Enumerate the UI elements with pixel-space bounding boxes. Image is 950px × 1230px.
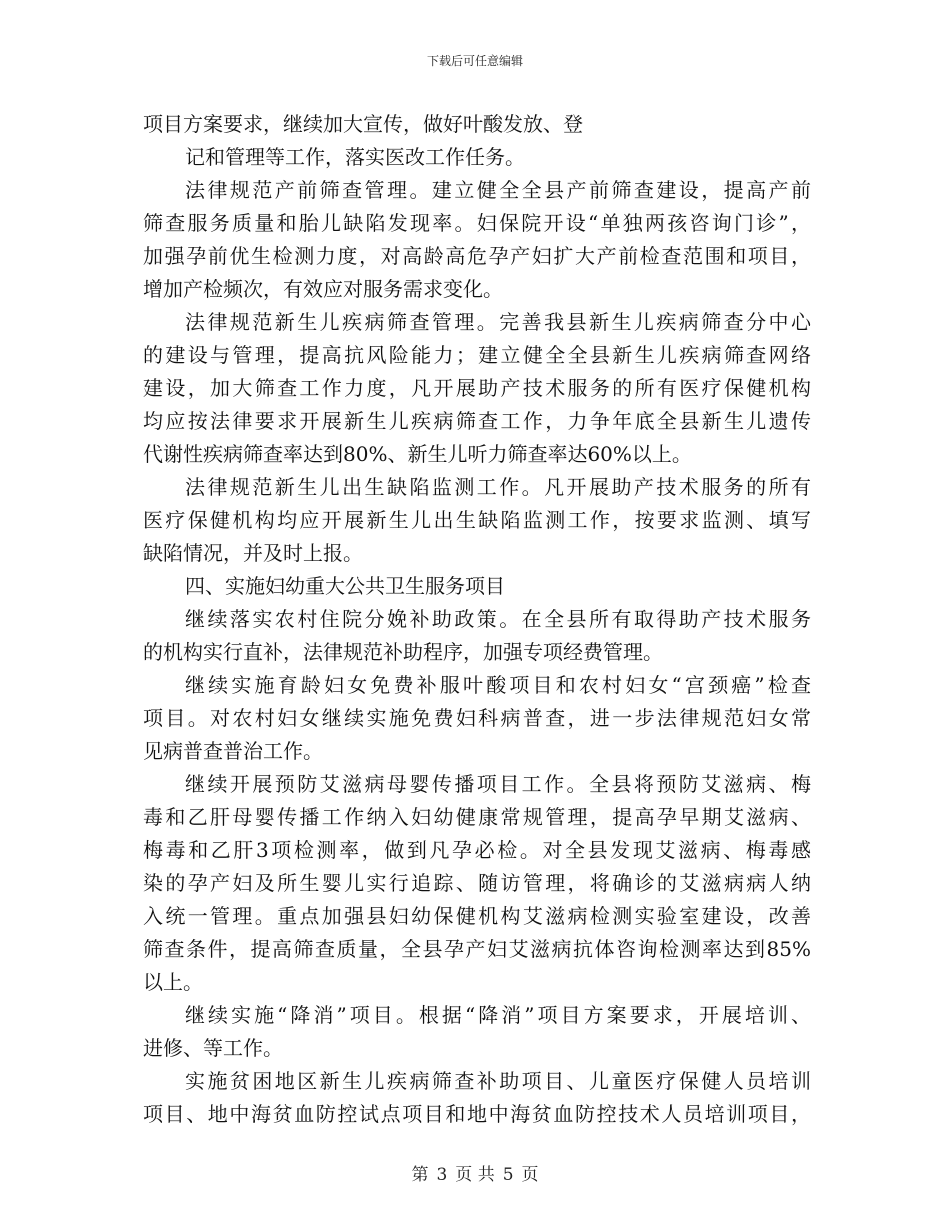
- text-line: 建设，加大筛查工作力度，凡开展助产技术服务的所有医疗保健机构: [143, 376, 811, 400]
- text-line: 加强孕前优生检测力度，对高龄高危孕产妇扩大产前检查范围和项目，: [143, 244, 811, 268]
- text-line: 的机构实行直补，法律规范补助程序，加强专项经费管理。: [143, 640, 663, 664]
- header-note: 下载后可任意编辑: [426, 54, 523, 68]
- document-body: [143, 108, 811, 1131]
- text-line: 筛查条件，提高筛查质量，全县孕产妇艾滋病抗体咨询检测率达到85%: [143, 937, 811, 961]
- text-line: 入统一管理。重点加强县妇幼保健机构艾滋病检测实验室建设，改善: [143, 904, 811, 928]
- text-line: 项目。对农村妇女继续实施免费妇科病普查，进一步法律规范妇女常: [143, 706, 811, 730]
- text-line: 筛查服务质量和胎儿缺陷发现率。妇保院开设“单独两孩咨询门诊”，: [143, 211, 811, 235]
- text-line: 均应按法律要求开展新生儿疾病筛查工作，力争年底全县新生儿遗传: [143, 409, 811, 433]
- text-line: 医疗保健机构均应开展新生儿出生缺陷监测工作，按要求监测、填写: [143, 508, 811, 532]
- text-line: 梅毒和乙肝3项检测率，做到凡孕必检。对全县发现艾滋病、梅毒感: [143, 838, 811, 862]
- text-line: 四、实施妇幼重大公共卫生服务项目: [185, 574, 505, 598]
- text-line: 实施贫困地区新生儿疾病筛查补助项目、儿童医疗保健人员培训: [185, 1069, 811, 1093]
- text-line: 见病普查普治工作。: [143, 739, 323, 763]
- footer-middle: 页 共: [455, 1165, 495, 1185]
- page-header: [0, 52, 950, 69]
- text-line: 继续开展预防艾滋病母婴传播项目工作。全县将预防艾滋病、梅: [185, 772, 811, 796]
- footer-page-number: 3: [436, 1165, 448, 1185]
- footer-suffix: 页: [521, 1165, 539, 1185]
- text-line: 项目方案要求，继续加大宣传，做好叶酸发放、登: [143, 112, 583, 136]
- text-line: 继续实施“降消”项目。根据“降消”项目方案要求，开展培训、: [185, 1003, 811, 1027]
- text-line: 法律规范产前筛查管理。建立健全全县产前筛查建设，提高产前: [185, 178, 811, 202]
- footer-total-pages: 5: [502, 1165, 514, 1185]
- text-line: 的建设与管理，提高抗风险能力；建立健全全县新生儿疾病筛查网络: [143, 343, 811, 367]
- text-line: 继续落实农村住院分娩补助政策。在全县所有取得助产技术服务: [185, 607, 811, 631]
- text-line: 代谢性疾病筛查率达到80%、新生儿听力筛查率达60%以上。: [143, 442, 692, 466]
- text-line: 项目、地中海贫血防控试点项目和地中海贫血防控技术人员培训项目，: [143, 1102, 811, 1126]
- text-line: 增加产检频次，有效应对服务需求变化。: [143, 277, 503, 301]
- text-line: 以上。: [143, 970, 203, 994]
- text-line: 记和管理等工作，落实医改工作任务。: [185, 145, 525, 169]
- text-line: 法律规范新生儿出生缺陷监测工作。凡开展助产技术服务的所有: [185, 475, 811, 499]
- text-line: 缺陷情况，并及时上报。: [143, 541, 363, 565]
- footer-prefix: 第: [411, 1165, 429, 1185]
- text-line: 法律规范新生儿疾病筛查管理。完善我县新生儿疾病筛查分中心: [185, 310, 811, 334]
- text-line: 继续实施育龄妇女免费补服叶酸项目和农村妇女“宫颈癌”检查: [185, 673, 811, 697]
- text-line: 染的孕产妇及所生婴儿实行追踪、随访管理，将确诊的艾滋病病人纳: [143, 871, 811, 895]
- text-line: 毒和乙肝母婴传播工作纳入妇幼健康常规管理，提高孕早期艾滋病、: [143, 805, 811, 829]
- page-footer: [0, 1160, 950, 1185]
- text-line: 进修、等工作。: [143, 1036, 283, 1060]
